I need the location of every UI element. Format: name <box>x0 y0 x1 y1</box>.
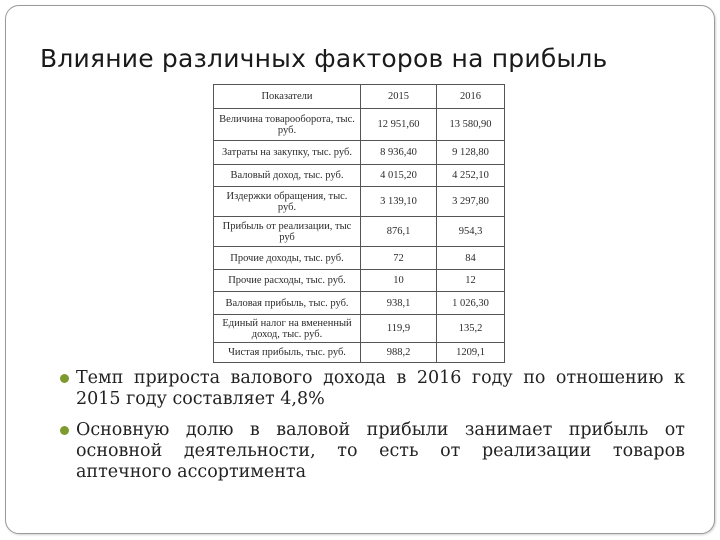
table-cell: 9 128,80 <box>437 141 505 165</box>
table-cell: Затраты на закупку, тыс. руб. <box>214 141 361 165</box>
table-row <box>214 292 505 315</box>
table-cell: 1 026,30 <box>437 292 505 315</box>
table-cell: 135,2 <box>437 315 505 343</box>
table-cell: 119,9 <box>361 315 437 343</box>
table-cell: 988,2 <box>361 343 437 363</box>
indicators-table <box>213 84 505 363</box>
table-row <box>214 141 505 165</box>
table-cell: Прочие расходы, тыс. руб. <box>214 270 361 292</box>
table-cell: 3 297,80 <box>437 187 505 217</box>
table-row <box>214 343 505 363</box>
table-cell: Величина товарооборота, тыс. руб. <box>214 109 361 141</box>
table-header-row <box>214 85 505 109</box>
slide-title: Влияние различных факторов на прибыль <box>40 44 608 73</box>
table-cell: Издержки обращения, тыс. руб. <box>214 187 361 217</box>
table-cell: 84 <box>437 247 505 270</box>
table-cell: 4 015,20 <box>361 165 437 187</box>
slide <box>5 5 715 534</box>
table-cell: Валовый доход, тыс. руб. <box>214 165 361 187</box>
header-cell: 2015 <box>361 85 437 109</box>
table-cell: 10 <box>361 270 437 292</box>
bullet-text: Темп прироста валового дохода в 2016 году по отношению к 2015 году составляет 4,8% <box>76 368 685 409</box>
table-cell: 13 580,90 <box>437 109 505 141</box>
table-row <box>214 270 505 292</box>
table-cell: 3 139,10 <box>361 187 437 217</box>
table-cell: 876,1 <box>361 217 437 247</box>
table-row <box>214 247 505 270</box>
bullet-text: Основную долю в валовой прибыли занимает прибыль от основной деятельности, то есть от реализации товаров аптечного ассортимента <box>76 420 685 482</box>
header-cell: 2016 <box>437 85 505 109</box>
bullet-item <box>60 420 685 483</box>
table-cell: 938,1 <box>361 292 437 315</box>
table-row <box>214 109 505 141</box>
table-cell: Единый налог на вмененный доход, тыс. руб. <box>214 315 361 343</box>
table-cell: 1209,1 <box>437 343 505 363</box>
table-cell: Валовая прибыль, тыс. руб. <box>214 292 361 315</box>
table-cell: Прибыль от реализации, тыс руб <box>214 217 361 247</box>
table-cell: 4 252,10 <box>437 165 505 187</box>
bullet-item <box>60 368 685 410</box>
table-cell: 8 936,40 <box>361 141 437 165</box>
table-cell: 12 <box>437 270 505 292</box>
table-cell: Чистая прибыль, тыс. руб. <box>214 343 361 363</box>
table-row <box>214 315 505 343</box>
table-row <box>214 217 505 247</box>
bullet-list <box>60 368 685 493</box>
table-row <box>214 165 505 187</box>
table-row <box>214 187 505 217</box>
table-cell: 12 951,60 <box>361 109 437 141</box>
bullet-dot-icon <box>60 374 69 383</box>
table-cell: 72 <box>361 247 437 270</box>
bullet-dot-icon <box>60 426 69 435</box>
table-cell: 954,3 <box>437 217 505 247</box>
header-cell: Показатели <box>214 85 361 109</box>
table-cell: Прочие доходы, тыс. руб. <box>214 247 361 270</box>
